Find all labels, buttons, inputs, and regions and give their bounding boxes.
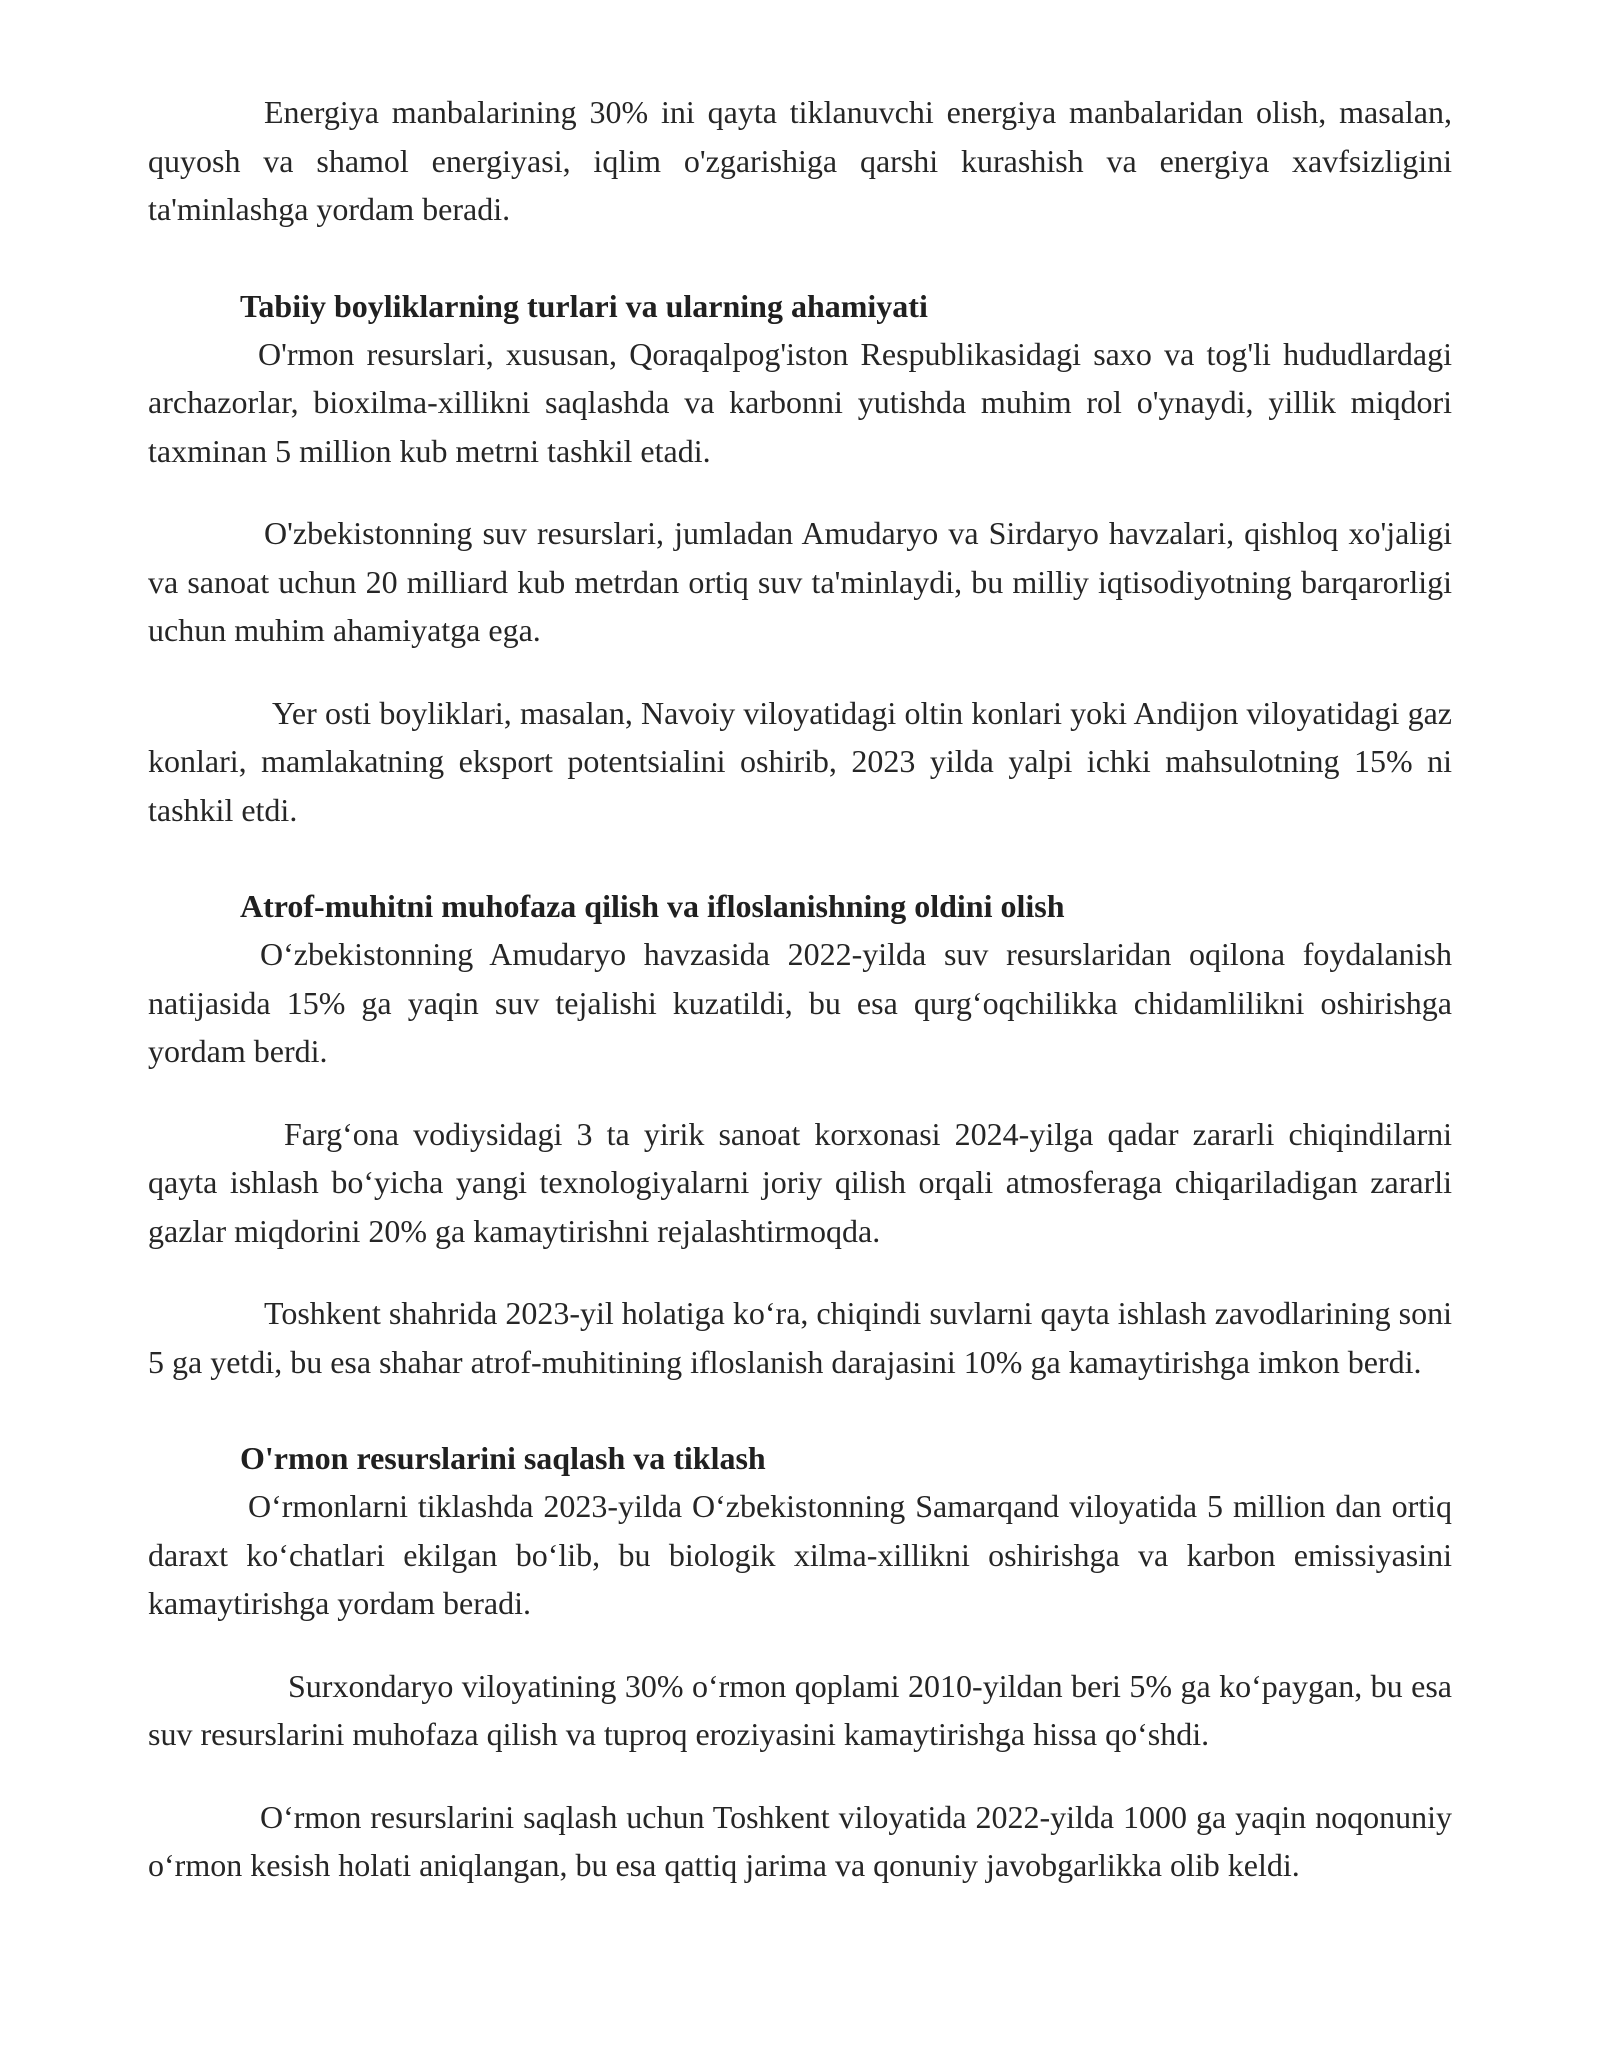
spacer xyxy=(148,1386,1452,1434)
paragraph: O'zbekistonning suv resurslari, jumladan Amudaryo va Sirdaryo havzalari, qishloq xo'jaligi va sanoat uchun 20 milliard kub metrdan ortiq suv ta'minlaydi, bu milliy iqtisodiyotning barqarorligi uchun muhim ahamiyatga ega. xyxy=(148,515,1452,648)
section-heading: O'rmon resurslarini saqlash va tiklash xyxy=(240,1440,766,1476)
paragraph: Surxondaryo viloyatining 30% o‘rmon qoplami 2010-yildan beri 5% ga ko‘paygan, bu esa suv resurslarini muhofaza qilish va tuproq eroziyasini kamaytirishga hissa qo‘shdi. xyxy=(148,1667,1452,1752)
paragraph: O‘zbekistonning Amudaryo havzasida 2022-yilda suv resurslaridan oqilona foydalanish natijasida 15% ga yaqin suv tejalishi kuzatildi, bu esa qurg‘oqchilikka chidamlilikni oshirishga yordam berdi. xyxy=(148,936,1452,1069)
paragraph: Yer osti boyliklari, masalan, Navoiy viloyatidagi oltin konlari yoki Andijon viloyatidagi gaz konlari, mamlakatning eksport potentsialini oshirib, 2023 yilda yalpi ichki mahsulotning 15% ni tashkil etdi. xyxy=(148,694,1452,828)
paragraph: Toshkent shahrida 2023-yil holatiga ko‘ra, chiqindi suvlarni qayta ishlash zavodlarining soni 5 ga yetdi, bu esa shahar atrof-muhitining ifloslanish darajasini 10% ga kamaytirishga imkon berdi. xyxy=(148,1295,1452,1380)
document-page xyxy=(148,88,1452,1890)
paragraph: Energiya manbalarining 30% ini qayta tiklanuvchi energiya manbalaridan olish, masalan, quyosh va shamol energiyasi, iqlim o'zgarishiga qarshi kurashish va energiya xavfsizligini ta'minlashga yordam beradi. xyxy=(148,94,1452,227)
spacer xyxy=(148,1255,1452,1289)
paragraph: O‘rmonlarni tiklashda 2023-yilda O‘zbekistonning Samarqand viloyatida 5 million dan ortiq daraxt ko‘chatlari ekilgan bo‘lib, bu biologik xilma-xillikni oshirishga va karbon emissiyasini kamaytirishga yordam beradi. xyxy=(148,1488,1452,1621)
spacer xyxy=(148,1076,1452,1110)
paragraph: O'rmon resurslari, xususan, Qoraqalpog'iston Respublikasidagi saxo va tog'li hududlardagi archazorlar, bioxilma-xillikni saqlashda va karbonni yutishda muhim rol o'ynaydi, yillik miqdori taxminan 5 million kub metrni tashkil etadi. xyxy=(148,335,1452,469)
spacer xyxy=(148,655,1452,689)
section-heading: Atrof-muhitni muhofaza qilish va ifloslanishning oldini olish xyxy=(240,888,1065,924)
spacer xyxy=(148,234,1452,282)
spacer xyxy=(148,1759,1452,1793)
section-heading: Tabiiy boyliklarning turlari va ularning ahamiyati xyxy=(240,287,928,324)
paragraph: O‘rmon resurslarini saqlash uchun Toshkent viloyatida 2022-yilda 1000 ga yaqin noqonuniy o‘rmon kesish holati aniqlangan, bu esa qattiq jarima va qonuniy javobgarlikka olib keldi. xyxy=(148,1798,1452,1883)
spacer xyxy=(148,475,1452,509)
spacer xyxy=(148,834,1452,882)
spacer xyxy=(148,1628,1452,1662)
paragraph: Farg‘ona vodiysidagi 3 ta yirik sanoat korxonasi 2024-yilga qadar zararli chiqindilarni qayta ishlash bo‘yicha yangi texnologiyalarni joriy qilish orqali atmosferaga chiqariladigan zararli gazlar miqdorini 20% ga kamaytirishni rejalashtirmoqda. xyxy=(148,1115,1452,1249)
